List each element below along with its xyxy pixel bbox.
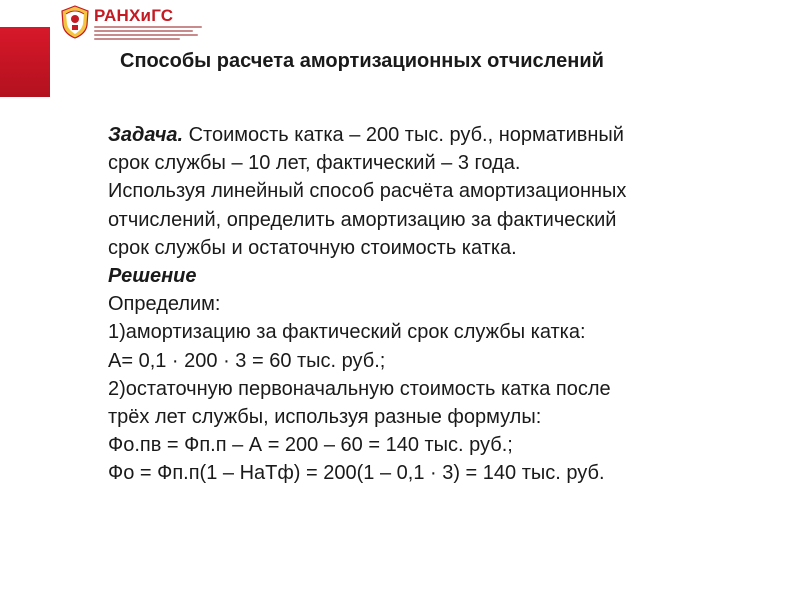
solution-line: Определим: xyxy=(108,293,221,316)
solution-line: Фо = Фп.п(1 – НаТф) = 200(1 – 0,1 · 3) = 140 тыс. руб. xyxy=(108,462,605,485)
logo-tagline xyxy=(94,26,202,42)
task-line: отчислений, определить амортизацию за фактический xyxy=(108,208,617,231)
accent-bar xyxy=(0,27,50,97)
logo xyxy=(60,5,210,41)
task-line xyxy=(108,121,768,149)
task-line: срок службы и остаточную стоимость катка. xyxy=(108,236,517,259)
solution-line: А= 0,1 · 200 · 3 = 60 тыс. руб.; xyxy=(108,349,386,372)
solution-line: трёх лет службы, используя разные формулы: xyxy=(108,406,542,429)
solution-line: Фо.пв = Фп.п – А = 200 – 60 = 140 тыс. руб.; xyxy=(108,434,513,457)
solution-label: Решение xyxy=(108,265,197,288)
logo-name: РАНХиГС xyxy=(94,6,174,25)
emblem-icon xyxy=(60,5,90,39)
solution-line: 2)остаточную первоначальную стоимость катка после xyxy=(108,377,611,400)
task-line: Используя линейный способ расчёта амортизационных xyxy=(108,180,627,203)
slide-body xyxy=(108,121,768,488)
solution-line: 1)амортизацию за фактический срок службы катка: xyxy=(108,321,586,344)
task-label: Задача. xyxy=(108,124,184,146)
task-text: Стоимость катка – 200 тыс. руб., нормативный xyxy=(183,124,624,146)
task-line: срок службы – 10 лет, фактический – 3 года. xyxy=(108,152,521,175)
page-title: Способы расчета амортизационных отчислений xyxy=(120,50,604,72)
